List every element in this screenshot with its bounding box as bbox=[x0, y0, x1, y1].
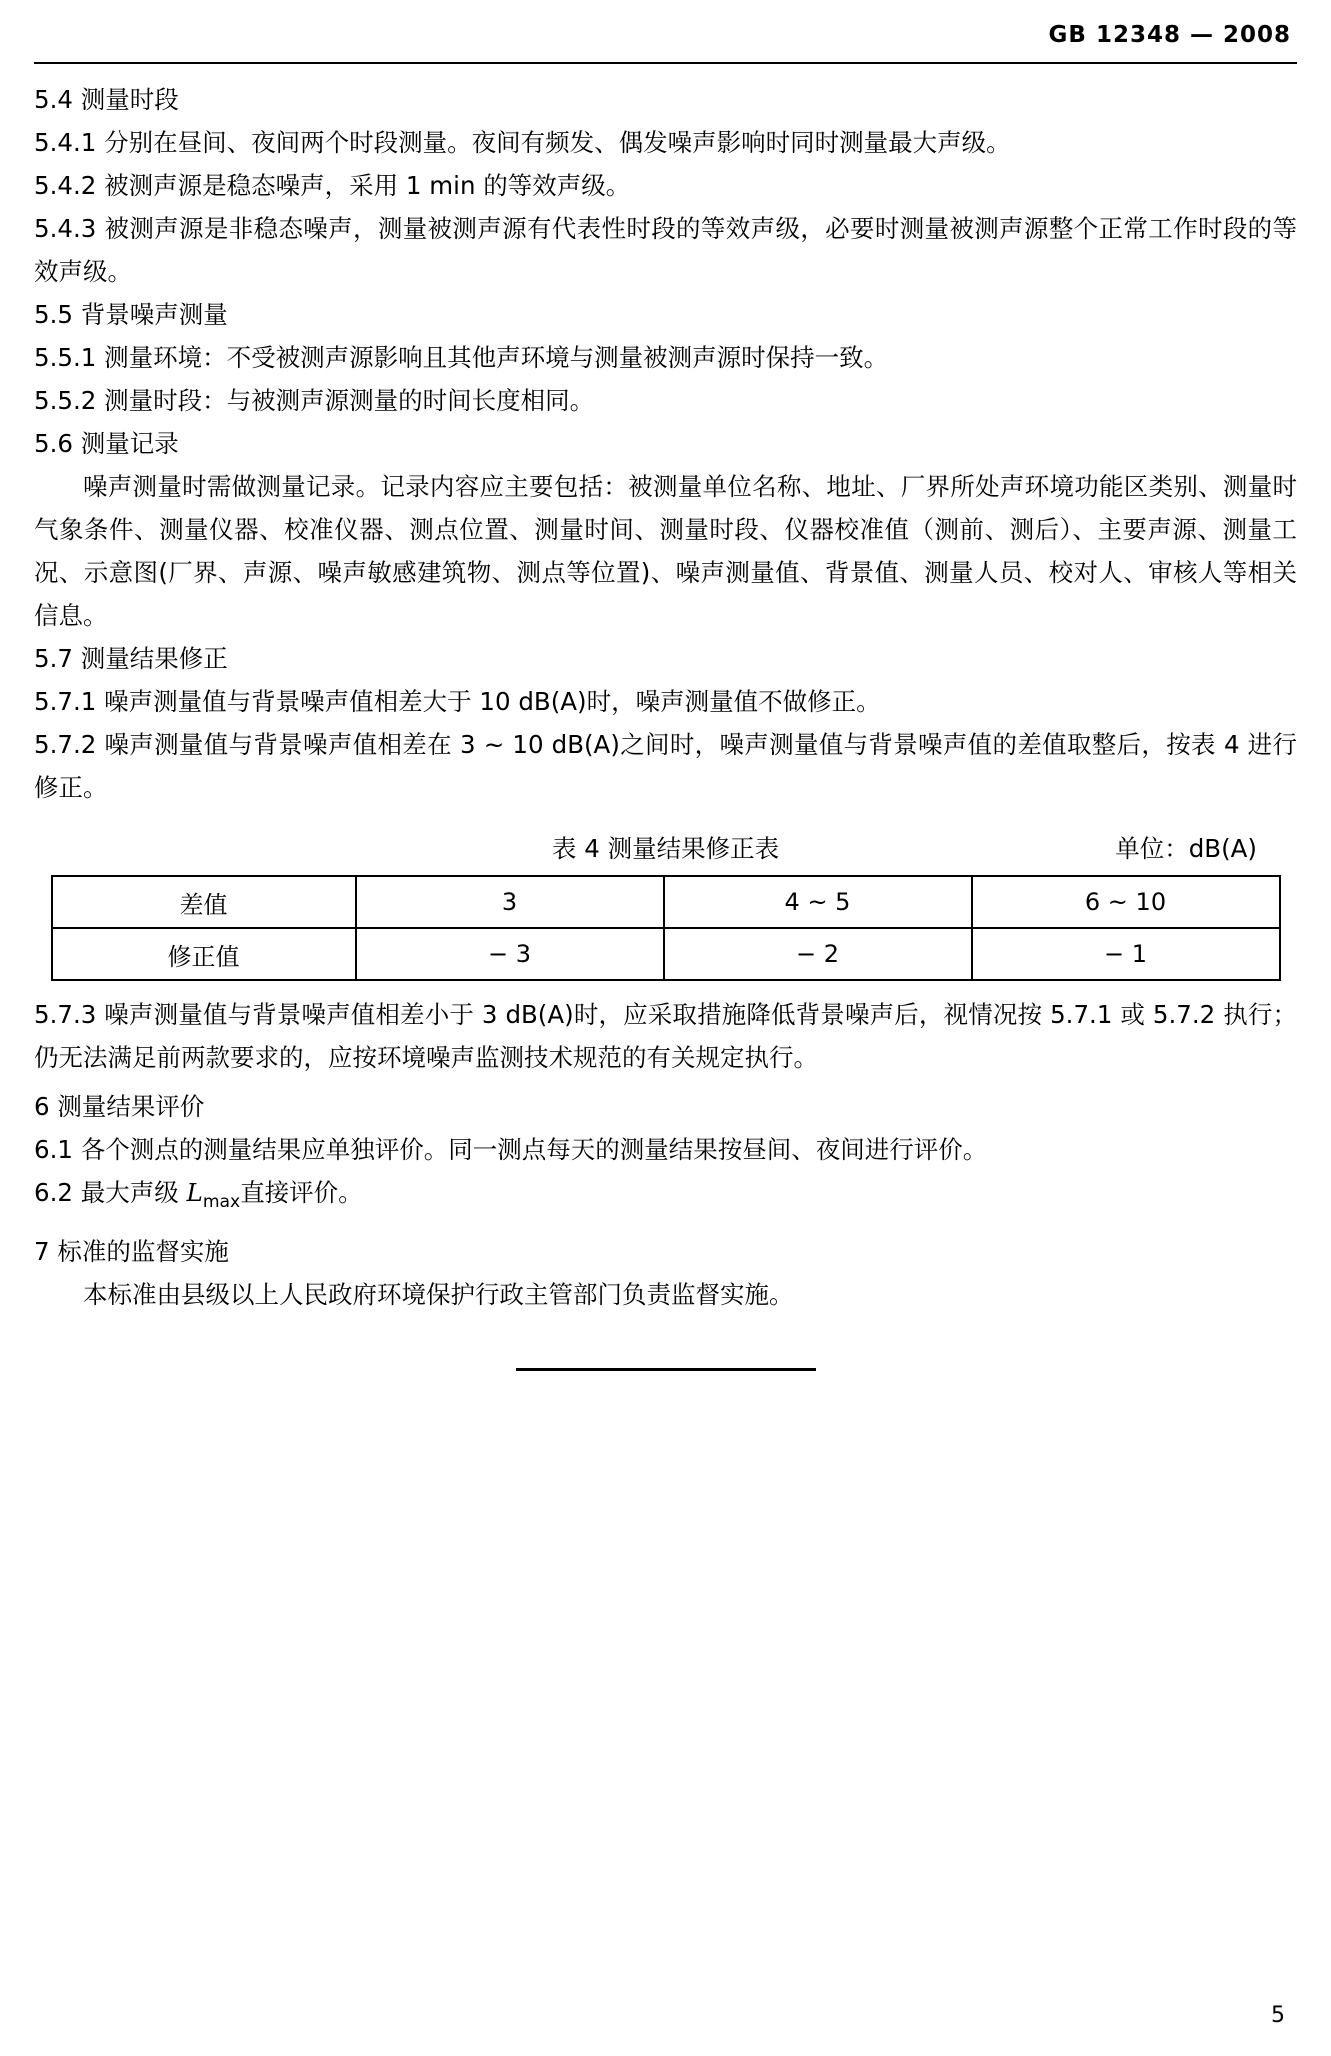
cell-value: 3 bbox=[356, 876, 664, 928]
clause-5-4-1: 5.4.1 分别在昼间、夜间两个时段测量。夜间有频发、偶发噪声影响时同时测量最大声级。 bbox=[34, 128, 1011, 157]
cell-value: 6 ~ 10 bbox=[972, 876, 1280, 928]
section-5-6-body: 噪声测量时需做测量记录。记录内容应主要包括：被测量单位名称、地址、厂界所处声环境功能区类别、测量时气象条件、测量仪器、校准仪器、测点位置、测量时间、测量时段、仪器校准值（测前、测后）、主要声源、测量工况、示意图(厂界、声源、噪声敏感建筑物、测点等位置)、噪声测量值、背景值、测量人员、校对人、审核人等相关信息。 bbox=[34, 472, 1297, 630]
end-of-text-rule bbox=[516, 1368, 816, 1371]
clause-5-7-3: 5.7.3 噪声测量值与背景噪声值相差小于 3 dB(A)时，应采取措施降低背景噪声后，视情况按 5.7.1 或 5.7.2 执行；仍无法满足前两款要求的，应按环境噪声监测技术规范的有关规定执行。 bbox=[34, 1000, 1297, 1072]
row-label: 差值 bbox=[52, 876, 356, 928]
table-4-unit: 单位：dB(A) bbox=[1115, 834, 1257, 863]
clause-5-5-2: 5.5.2 测量时段：与被测声源测量的时间长度相同。 bbox=[34, 386, 595, 415]
table-4 bbox=[51, 875, 1281, 981]
table-row bbox=[52, 876, 1280, 928]
section-5-5-title: 5.5 背景噪声测量 bbox=[34, 300, 228, 329]
clause-5-5-1: 5.5.1 测量环境：不受被测声源影响且其他声环境与测量被测声源时保持一致。 bbox=[34, 343, 889, 372]
cell-value: − 2 bbox=[664, 928, 972, 980]
clause-5-7-1: 5.7.1 噪声测量值与背景噪声值相差大于 10 dB(A)时，噪声测量值不做修正。 bbox=[34, 687, 881, 716]
section-5-7-title: 5.7 测量结果修正 bbox=[34, 644, 228, 673]
cell-value: 4 ~ 5 bbox=[664, 876, 972, 928]
clause-6-1: 6.1 各个测点的测量结果应单独评价。同一测点每天的测量结果按昼间、夜间进行评价。 bbox=[34, 1135, 988, 1164]
row-label: 修正值 bbox=[52, 928, 356, 980]
clause-5-4-2: 5.4.2 被测声源是稳态噪声，采用 1 min 的等效声级。 bbox=[34, 171, 631, 200]
section-7-body: 本标准由县级以上人民政府环境保护行政主管部门负责监督实施。 bbox=[83, 1279, 794, 1309]
section-6-title: 6 测量结果评价 bbox=[34, 1092, 205, 1121]
symbol-subscript: max bbox=[202, 1191, 241, 1212]
page-header bbox=[34, 0, 1297, 56]
cell-value: − 1 bbox=[972, 928, 1280, 980]
section-5-4-title: 5.4 测量时段 bbox=[34, 85, 179, 114]
table-4-caption-row bbox=[34, 829, 1297, 869]
standard-code: GB 12348 — 2008 bbox=[1048, 22, 1291, 48]
section-7-title: 7 标准的监督实施 bbox=[34, 1236, 229, 1266]
table-row bbox=[52, 928, 1280, 980]
clause-5-4-3: 5.4.3 被测声源是非稳态噪声，测量被测声源有代表性时段的等效声级，必要时测量被测声源整个正常工作时段的等效声级。 bbox=[34, 214, 1297, 286]
cell-value: − 3 bbox=[356, 928, 664, 980]
document-body bbox=[34, 64, 1297, 1371]
table-4-caption: 表 4 测量结果修正表 bbox=[551, 834, 780, 863]
page-number: 5 bbox=[1271, 2003, 1285, 2028]
clause-6-2 bbox=[34, 1171, 1297, 1224]
symbol-l: L bbox=[186, 1178, 203, 1207]
clause-6-2-prefix: 6.2 最大声级 bbox=[34, 1178, 187, 1207]
section-5-6-title: 5.6 测量记录 bbox=[34, 429, 179, 458]
clause-6-2-suffix: 直接评价。 bbox=[240, 1178, 363, 1207]
clause-5-7-2: 5.7.2 噪声测量值与背景噪声值相差在 3 ~ 10 dB(A)之间时，噪声测量值与背景噪声值的差值取整后，按表 4 进行修正。 bbox=[34, 730, 1297, 802]
